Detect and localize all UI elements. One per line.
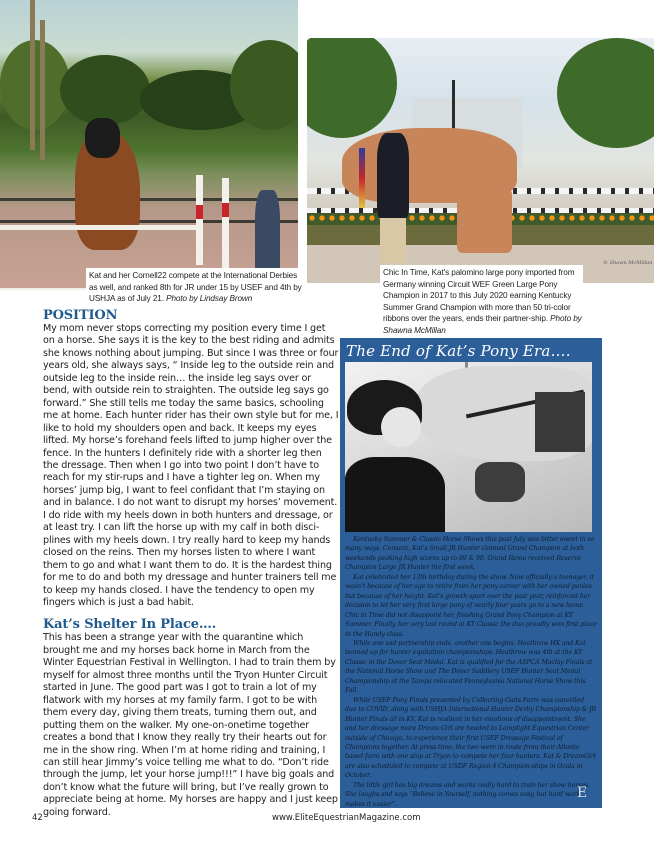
- magazine-logo-icon: E: [577, 785, 588, 801]
- sidebar-title: The End of Kat’s Pony Era….: [346, 342, 571, 360]
- caption-text: Chic In Time, Kat's palomino large pony imported from Germany winning Circuit WEF Green Large Pony Champion in 2017 to this July 2020 earning Kentucky Summer Grand Champion with more than 50 tri-color ribbons over the years, ends their partner-ship.: [383, 268, 575, 323]
- jumping-photo: [0, 0, 298, 290]
- pony-kiss-photo: [345, 362, 592, 532]
- rider: [85, 118, 120, 158]
- photo-credit: Photo by Shawna McMillan: [383, 314, 582, 335]
- section-paragraph: My mom never stops correcting my position every time I get on a horse. She says it is the key to the best riding and admits she knows nothing about jumping. But since I was three or four years old, she always says, “ Inside leg to the outside rein and outside leg to the inside rein… the inside leg says over or bend, with outside rein to straighten. The outside leg says go forward.” She still tells me today the same basics, schooling me at home. Each hunter rider has their own style but for me, I like to hold my shoulders open and back. It keeps my eyes lifted. My horse’s forehand feels lifted to jump higher over the fence. In the hunters I definitely ride with a shorter leg then the dressage. Then when I go into two point I don’t have to reach for my stir-rups and I have a tighter leg on. When my horses’ jump big, I want to feel confidant that I’m staying on and in balance. I do not want to disrupt my horses’ movement. I do ride with my heels down in both hunters and dressage, or at least try. I can lift the horse up with my calf in both disci-plines with my heels down. I try really hard to keep my hands closed on the reins. Then my horses listen to where I want them to go and what I want them to do. It is the hardest thing for me to do and both my dressage and hunter trainers tell me to keep my hands closed. I have the tendency to open my fingers which is just a bad habit.: [43, 323, 339, 608]
- page-number: 42: [32, 813, 43, 823]
- jump-standard: [222, 178, 229, 268]
- pony-legs: [457, 188, 512, 253]
- rider-coat: [345, 457, 445, 532]
- palm-trunk: [30, 0, 35, 150]
- paddock-fence: [0, 220, 298, 223]
- breeches: [380, 218, 406, 263]
- sidebar-paragraph: Kentucky Summer & Classic Horse Shows this past July was bitter sweet in so many ways. Consent, Kat’s Small JR Hunter claimed Grand Champion at both weekends peaking high scores up to 89 & 90. Grand Remo received Reserve Champion Large JR Hunter the first week.: [345, 536, 595, 572]
- article-body: [43, 309, 339, 819]
- sidebar-text: [345, 535, 597, 809]
- jump-standard: [196, 175, 203, 265]
- championship-ribbon: [359, 148, 365, 208]
- tree-foliage: [307, 38, 397, 138]
- photo-caption: [86, 268, 303, 305]
- sidebar-paragraph: While one sad partnership ends, another one begins. Heathrow HX and Kat teamed up for hunter equitation championships. Heathrow was 4th at the KY Classic in the Dover Seat Medal. Kat is qualified for the ASPCA Maclay Finals at the National Horse Show and The Dover Saddlery USEF Hunter Seat Medal Championship at the Tampa relocated Pennsylvania National Horse Show this Fall.: [345, 639, 593, 695]
- champion-photo: [307, 38, 654, 283]
- section-heading-position: POSITION: [43, 308, 118, 323]
- caption-text: Kat and her Cornell22 compete at the International Derbies as well, and ranked 8th for JR under 15 by USEF and 4th by USHJA as of July 21.: [89, 271, 302, 303]
- tree-foliage: [557, 38, 654, 148]
- rider-face: [381, 407, 421, 447]
- photo-caption: [380, 265, 583, 336]
- ribbon-rosette: [535, 392, 585, 452]
- saddle: [475, 462, 525, 502]
- tree-foliage: [60, 55, 150, 125]
- sidebar-paragraph: While USEF Pony Finals presented by Collecting Gaits Farm was cancelled due to COVID, along with USHJA International Hunter Derby Championship & JR Hunter Finals all in KY, Kat is resilient in her emotions of disappointment. She and her dressage mare Dream Girl are headed to Lamplight Equestrian Center outside of Chicago, to experience their first USEF Dressage Festival of Champions together. At press time, the two were in route from their Atlanta based farm with one stop at Tryon to compete her four hunters. Kat & DreamGirl are also scheduled to compete at USDF Region 4 Champion-ships in Ocala in October.: [345, 696, 597, 780]
- sidebar-paragraph: Kat celebrated her 13th birthday during the show. Now officially a teenager, it wasn’t because of her age to retire from her pony career with her owned ponies but because of her height. Kat’s growth spurt over the past year, reinforced her decision to let her very first large pony of nearly four years go to a new home. Chic in Time did not disappoint her, finishing Grand Pony Champion at KY Summer. Finally, her very last round at KY Classic the duo proudly won first place in the Handy class.: [345, 573, 597, 638]
- rider-girl: [377, 133, 409, 218]
- section-paragraph: This has been a strange year with the quarantine which brought me and my horses back home in March from the Winter Equestrian Festival in Wellington. I had to train them by myself for almost three months until the Tryon Hunter Circuit started in June. The good part was I got to train a lot of my flatwork with my horses at my family farm. I got to be with them every day, giving them treats, turning them out, and putting them on the walker. My one-on-onetime together creates a bond that I know they really try their hearts out for me in the show ring. When I’m at home riding and training, I can still hear Jimmy’s voice telling me what to do. “Don’t ride through the jump, let your horse jump!!!” I have big goals and don’t know what the future will bring, but I’ve really grown to appreciate being at home. My horses are happy and I just keep going forward.: [43, 632, 338, 818]
- jump-rail: [0, 225, 200, 230]
- sidebar-paragraph: The little girl has big dreams and works really hard to train her show horses. She laughs and says “Believe in Yourself, nothing comes easy, but hard work makes it easier”.: [345, 781, 590, 808]
- paddock-fence: [0, 198, 298, 201]
- sidebar-box: [340, 338, 602, 808]
- photo-credit: Photo by Lindsay Brown: [166, 294, 253, 303]
- section-heading-shelter: Kat’s Shelter In Place….: [43, 617, 217, 633]
- palm-trunk: [40, 20, 45, 160]
- photo-watermark: © Shawn McMillan: [603, 260, 653, 266]
- footer-url[interactable]: www.EliteEquestrianMagazine.com: [272, 813, 421, 823]
